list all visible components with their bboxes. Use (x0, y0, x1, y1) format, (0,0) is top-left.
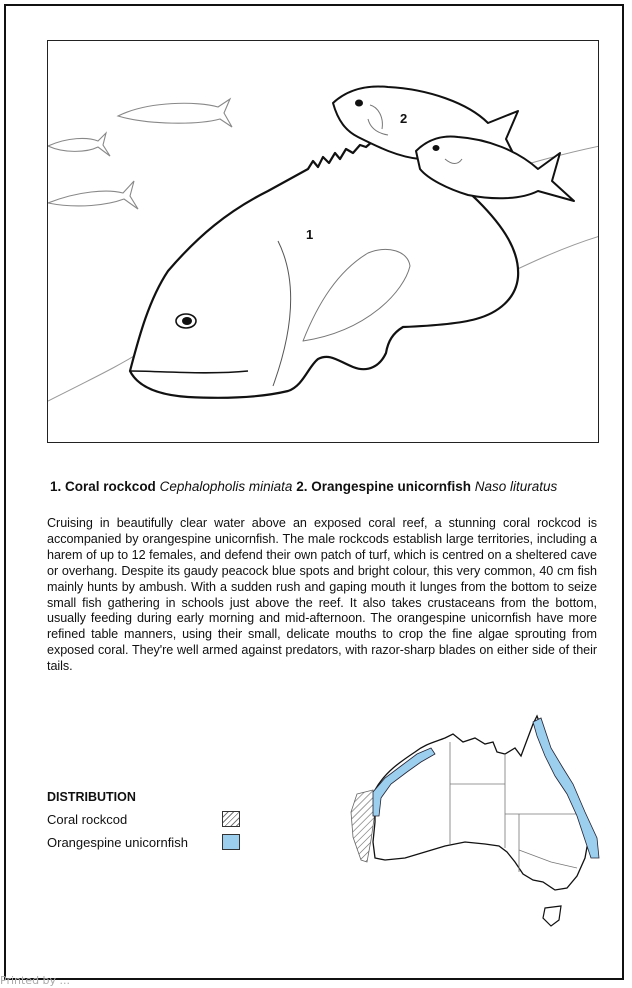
caption-scientific-name-1: Cephalopholis miniata (159, 479, 293, 494)
blue-swatch-icon (222, 834, 240, 850)
legend-label: Coral rockcod (47, 812, 128, 827)
background-fish (48, 99, 232, 209)
legend-label: Orangespine unicornfish (47, 835, 188, 850)
body-paragraph: Cruising in beautifully clear water above an exposed coral reef, a stunning coral rockcod is accompanied by orangespine unicornfish. The male rockcods establish large territories, including a harem of up to 12 females, and defend their own patch of turf, which is centred on a sheltered cave or overhang. Despite its gaudy peacock blue spots and bright colour, this very common, 40 cm fish mainly hunts by ambush. With a sudden rush and gaping mouth it lunges from the bottom to seize small fish gathering in schools just above the reef. It also takes crustaceans from the bottom, usually feeding during early morning and mid-afternoon. The orangespine unicornfish have more refined table manners, using their small, delicate mouths to crop the fine algae sprouting from exposed coral. They're well armed against predators, with razor-sharp blades on either side of their tails. (47, 516, 597, 674)
hatch-swatch-icon (222, 811, 240, 827)
coral-rockcod-range (351, 790, 375, 862)
fish-label-2: 2 (400, 111, 408, 126)
fish-drawing (48, 41, 599, 443)
caption-scientific-name-2: Naso lituratus (474, 479, 558, 494)
legend-row-coral-rockcod (47, 808, 257, 831)
caption-number-1: 1. (50, 479, 62, 494)
fish-illustration (47, 40, 599, 443)
fish-label-1: 1 (306, 227, 314, 242)
caption-number-2: 2. (296, 479, 308, 494)
watermark: Printed by ... (0, 974, 71, 987)
legend-title: DISTRIBUTION (47, 790, 136, 804)
tasmania-outline (543, 906, 561, 926)
distribution-legend (47, 790, 257, 854)
australia-outline (373, 716, 589, 890)
legend-row-orangespine-unicornfish (47, 831, 257, 854)
caption-common-name-2: Orangespine unicornfish (311, 479, 471, 494)
australia-map-svg (345, 712, 615, 934)
figure-caption (50, 478, 610, 496)
caption-common-name-1: Coral rockcod (65, 479, 156, 494)
australia-distribution-map (345, 712, 615, 934)
